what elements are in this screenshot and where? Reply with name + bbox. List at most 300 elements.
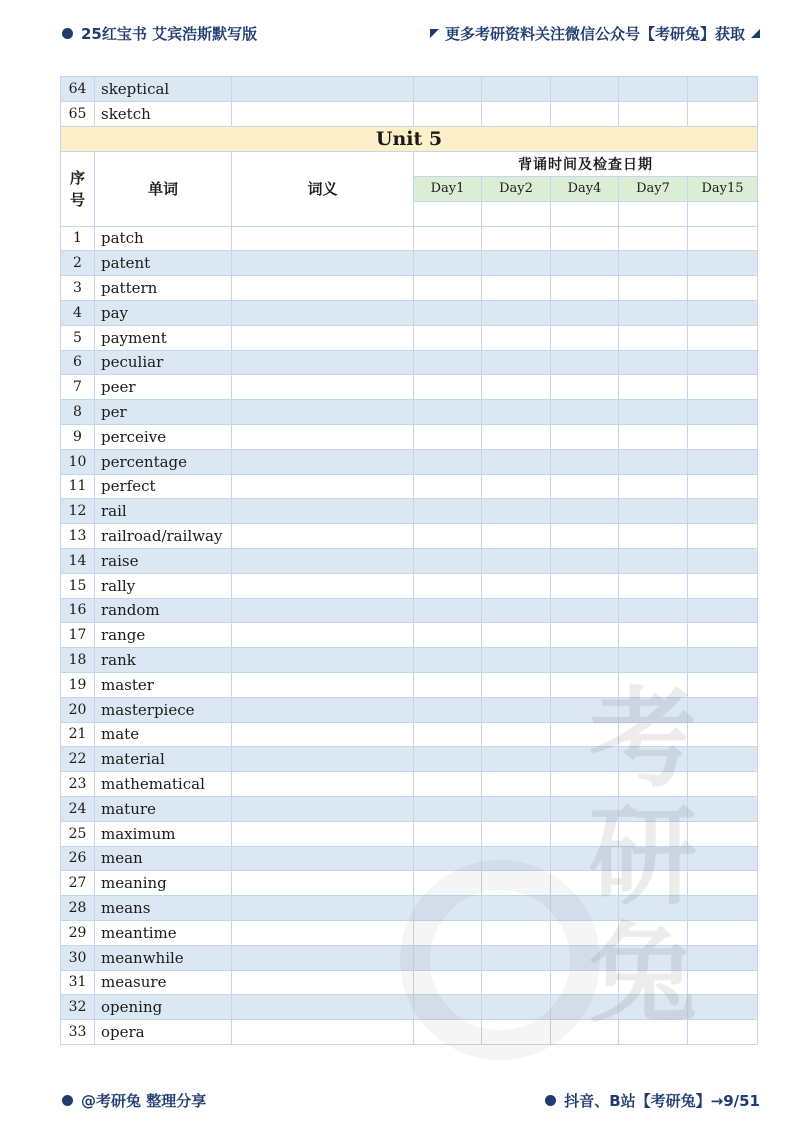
- check-cell[interactable]: [619, 648, 688, 673]
- meaning-cell[interactable]: [232, 1020, 414, 1045]
- check-cell[interactable]: [551, 300, 619, 325]
- check-cell[interactable]: [414, 77, 482, 102]
- check-cell[interactable]: [619, 573, 688, 598]
- check-cell[interactable]: [482, 499, 551, 524]
- vocab-table: [60, 76, 758, 1045]
- meaning-cell[interactable]: [232, 573, 414, 598]
- check-cell[interactable]: [414, 251, 482, 276]
- meaning-cell[interactable]: [232, 995, 414, 1020]
- check-cell[interactable]: [482, 77, 551, 102]
- check-cell[interactable]: [619, 449, 688, 474]
- table-row: [61, 524, 758, 549]
- check-cell[interactable]: [482, 524, 551, 549]
- check-cell[interactable]: [551, 672, 619, 697]
- word-cell: raise: [95, 548, 232, 573]
- check-cell[interactable]: [688, 101, 758, 126]
- check-cell[interactable]: [619, 846, 688, 871]
- row-number: 30: [61, 945, 95, 970]
- check-cell[interactable]: [551, 821, 619, 846]
- check-cell[interactable]: [619, 524, 688, 549]
- check-cell[interactable]: [619, 226, 688, 251]
- day-header-2: Day2: [482, 176, 551, 201]
- check-cell[interactable]: [619, 672, 688, 697]
- word-cell: range: [95, 623, 232, 648]
- meaning-cell[interactable]: [232, 350, 414, 375]
- meaning-cell[interactable]: [232, 300, 414, 325]
- check-cell[interactable]: [688, 945, 758, 970]
- meaning-cell[interactable]: [232, 970, 414, 995]
- table-row: [61, 226, 758, 251]
- check-cell[interactable]: [482, 424, 551, 449]
- meaning-cell[interactable]: [232, 871, 414, 896]
- check-cell[interactable]: [688, 995, 758, 1020]
- meaning-cell[interactable]: [232, 325, 414, 350]
- check-cell[interactable]: [551, 524, 619, 549]
- check-cell[interactable]: [551, 226, 619, 251]
- meaning-cell[interactable]: [232, 722, 414, 747]
- check-cell[interactable]: [619, 697, 688, 722]
- row-number: 22: [61, 747, 95, 772]
- check-cell[interactable]: [619, 722, 688, 747]
- word-cell: material: [95, 747, 232, 772]
- table-row: [61, 101, 758, 126]
- watermark-char: 兔: [588, 912, 697, 1038]
- table-row: [61, 77, 758, 102]
- check-cell[interactable]: [619, 821, 688, 846]
- meaning-cell[interactable]: [232, 474, 414, 499]
- word-cell: per: [95, 400, 232, 425]
- check-cell: [414, 201, 482, 226]
- check-cell[interactable]: [688, 722, 758, 747]
- check-cell[interactable]: [414, 449, 482, 474]
- check-cell[interactable]: [551, 623, 619, 648]
- word-cell: meantime: [95, 920, 232, 945]
- check-cell[interactable]: [688, 350, 758, 375]
- meaning-cell[interactable]: [232, 623, 414, 648]
- check-cell[interactable]: [688, 375, 758, 400]
- row-number: 20: [61, 697, 95, 722]
- meaning-cell[interactable]: [232, 499, 414, 524]
- table-row: [61, 325, 758, 350]
- check-cell[interactable]: [619, 400, 688, 425]
- word-cell: mathematical: [95, 772, 232, 797]
- check-cell[interactable]: [688, 524, 758, 549]
- check-cell[interactable]: [414, 598, 482, 623]
- check-cell[interactable]: [482, 648, 551, 673]
- column-header-row: [61, 151, 758, 176]
- footer-right: [545, 1088, 760, 1112]
- row-number: 32: [61, 995, 95, 1020]
- check-cell[interactable]: [688, 449, 758, 474]
- meaning-cell[interactable]: [232, 77, 414, 102]
- row-number: 13: [61, 524, 95, 549]
- check-cell[interactable]: [414, 350, 482, 375]
- check-cell[interactable]: [619, 747, 688, 772]
- row-number: 29: [61, 920, 95, 945]
- col-header-schedule: 背诵时间及检查日期: [414, 151, 758, 176]
- check-cell[interactable]: [414, 424, 482, 449]
- meaning-cell[interactable]: [232, 276, 414, 301]
- word-cell: master: [95, 672, 232, 697]
- table-row: [61, 573, 758, 598]
- check-cell[interactable]: [551, 499, 619, 524]
- check-cell[interactable]: [414, 548, 482, 573]
- check-cell[interactable]: [551, 548, 619, 573]
- col-number-char-1: 序: [69, 168, 85, 187]
- check-cell[interactable]: [482, 772, 551, 797]
- check-cell[interactable]: [482, 623, 551, 648]
- check-cell[interactable]: [414, 672, 482, 697]
- word-cell: meanwhile: [95, 945, 232, 970]
- table-row: [61, 772, 758, 797]
- check-cell[interactable]: [688, 400, 758, 425]
- meaning-cell[interactable]: [232, 821, 414, 846]
- check-cell[interactable]: [688, 300, 758, 325]
- check-cell[interactable]: [619, 300, 688, 325]
- footer-left: [62, 1088, 206, 1112]
- check-cell[interactable]: [688, 896, 758, 921]
- check-cell[interactable]: [482, 474, 551, 499]
- meaning-cell[interactable]: [232, 796, 414, 821]
- col-header-word: 单词: [95, 151, 232, 226]
- check-cell[interactable]: [619, 598, 688, 623]
- check-cell[interactable]: [414, 821, 482, 846]
- check-cell[interactable]: [619, 548, 688, 573]
- check-cell[interactable]: [688, 598, 758, 623]
- row-number: 5: [61, 325, 95, 350]
- row-number: 16: [61, 598, 95, 623]
- row-number: 19: [61, 672, 95, 697]
- check-cell[interactable]: [619, 995, 688, 1020]
- check-cell[interactable]: [619, 424, 688, 449]
- check-cell[interactable]: [688, 251, 758, 276]
- check-cell[interactable]: [619, 945, 688, 970]
- page-header: [0, 21, 800, 45]
- row-number: 28: [61, 896, 95, 921]
- row-number: 21: [61, 722, 95, 747]
- check-cell[interactable]: [414, 697, 482, 722]
- meaning-cell[interactable]: [232, 548, 414, 573]
- row-number: 27: [61, 871, 95, 896]
- check-cell[interactable]: [414, 772, 482, 797]
- check-cell[interactable]: [482, 375, 551, 400]
- check-cell[interactable]: [551, 101, 619, 126]
- check-cell[interactable]: [414, 276, 482, 301]
- word-cell: patent: [95, 251, 232, 276]
- check-cell[interactable]: [688, 77, 758, 102]
- table-row: [61, 598, 758, 623]
- meaning-cell[interactable]: [232, 846, 414, 871]
- word-cell: rank: [95, 648, 232, 673]
- check-cell[interactable]: [688, 796, 758, 821]
- watermark-char: 考: [588, 676, 697, 802]
- check-cell[interactable]: [551, 276, 619, 301]
- table-row: [61, 623, 758, 648]
- check-cell[interactable]: [414, 400, 482, 425]
- check-cell[interactable]: [551, 350, 619, 375]
- check-cell[interactable]: [482, 226, 551, 251]
- col-header-number: [61, 151, 95, 226]
- check-cell[interactable]: [619, 623, 688, 648]
- word-cell: rail: [95, 499, 232, 524]
- row-number: 17: [61, 623, 95, 648]
- unit-title-row: [61, 126, 758, 151]
- check-cell[interactable]: [551, 722, 619, 747]
- meaning-cell[interactable]: [232, 920, 414, 945]
- check-cell[interactable]: [619, 350, 688, 375]
- check-cell: [482, 201, 551, 226]
- meaning-cell[interactable]: [232, 449, 414, 474]
- check-cell[interactable]: [688, 623, 758, 648]
- check-cell[interactable]: [688, 920, 758, 945]
- meaning-cell[interactable]: [232, 400, 414, 425]
- day-header-1: Day1: [414, 176, 482, 201]
- meaning-cell[interactable]: [232, 772, 414, 797]
- check-cell: [551, 201, 619, 226]
- word-cell: pay: [95, 300, 232, 325]
- unit-header: [61, 126, 758, 226]
- row-number: 11: [61, 474, 95, 499]
- check-cell[interactable]: [688, 672, 758, 697]
- check-cell[interactable]: [688, 276, 758, 301]
- check-cell[interactable]: [688, 1020, 758, 1045]
- check-cell[interactable]: [414, 747, 482, 772]
- check-cell[interactable]: [688, 474, 758, 499]
- word-cell: percentage: [95, 449, 232, 474]
- meaning-cell[interactable]: [232, 524, 414, 549]
- row-number: 64: [61, 77, 95, 102]
- check-cell[interactable]: [619, 772, 688, 797]
- check-cell[interactable]: [551, 846, 619, 871]
- meaning-cell[interactable]: [232, 747, 414, 772]
- check-cell[interactable]: [414, 722, 482, 747]
- check-cell[interactable]: [482, 598, 551, 623]
- check-cell[interactable]: [551, 697, 619, 722]
- check-cell[interactable]: [482, 400, 551, 425]
- check-cell[interactable]: [551, 796, 619, 821]
- meaning-cell[interactable]: [232, 598, 414, 623]
- book-title: 25红宝书 艾宾浩斯默写版: [81, 24, 258, 43]
- table-row: [61, 449, 758, 474]
- footer-page-info: 抖音、B站【考研兔】→9/51: [564, 1091, 760, 1110]
- check-cell[interactable]: [414, 300, 482, 325]
- check-cell[interactable]: [688, 821, 758, 846]
- word-cell: perceive: [95, 424, 232, 449]
- check-cell[interactable]: [688, 772, 758, 797]
- check-cell[interactable]: [551, 375, 619, 400]
- check-cell[interactable]: [414, 474, 482, 499]
- check-cell[interactable]: [482, 251, 551, 276]
- check-cell[interactable]: [619, 970, 688, 995]
- previous-unit-rows: [61, 77, 758, 127]
- row-number: 9: [61, 424, 95, 449]
- check-cell[interactable]: [414, 623, 482, 648]
- check-cell[interactable]: [688, 325, 758, 350]
- check-cell[interactable]: [619, 796, 688, 821]
- check-cell[interactable]: [482, 300, 551, 325]
- check-cell[interactable]: [482, 672, 551, 697]
- check-cell[interactable]: [551, 251, 619, 276]
- check-cell[interactable]: [619, 77, 688, 102]
- check-cell[interactable]: [688, 697, 758, 722]
- check-cell[interactable]: [551, 772, 619, 797]
- check-cell[interactable]: [414, 573, 482, 598]
- check-cell[interactable]: [551, 598, 619, 623]
- check-cell[interactable]: [551, 77, 619, 102]
- check-cell[interactable]: [551, 449, 619, 474]
- word-cell: meaning: [95, 871, 232, 896]
- header-promo: 更多考研资料关注微信公众号【考研兔】获取: [444, 24, 745, 43]
- check-cell[interactable]: [688, 648, 758, 673]
- row-number: 4: [61, 300, 95, 325]
- row-number: 33: [61, 1020, 95, 1045]
- word-cell: measure: [95, 970, 232, 995]
- row-number: 23: [61, 772, 95, 797]
- watermark-logo: [400, 860, 600, 1060]
- row-number: 7: [61, 375, 95, 400]
- check-cell[interactable]: [688, 424, 758, 449]
- check-cell[interactable]: [482, 796, 551, 821]
- table-row: [61, 300, 758, 325]
- word-cell: masterpiece: [95, 697, 232, 722]
- row-number: 24: [61, 796, 95, 821]
- check-cell[interactable]: [688, 970, 758, 995]
- header-left: [62, 21, 257, 45]
- row-number: 2: [61, 251, 95, 276]
- word-cell: pattern: [95, 276, 232, 301]
- check-cell[interactable]: [482, 697, 551, 722]
- check-cell[interactable]: [551, 747, 619, 772]
- check-cell[interactable]: [482, 276, 551, 301]
- check-cell[interactable]: [619, 251, 688, 276]
- table-row: [61, 747, 758, 772]
- check-cell[interactable]: [619, 276, 688, 301]
- word-cell: mature: [95, 796, 232, 821]
- word-cell: random: [95, 598, 232, 623]
- check-cell[interactable]: [551, 400, 619, 425]
- check-cell[interactable]: [482, 449, 551, 474]
- check-cell[interactable]: [619, 375, 688, 400]
- check-cell[interactable]: [482, 573, 551, 598]
- check-cell: [619, 201, 688, 226]
- day-header-15: Day15: [688, 176, 758, 201]
- word-cell: peculiar: [95, 350, 232, 375]
- meaning-cell[interactable]: [232, 672, 414, 697]
- header-right: [430, 21, 760, 45]
- table-row: [61, 251, 758, 276]
- word-cell: mean: [95, 846, 232, 871]
- row-number: 25: [61, 821, 95, 846]
- check-cell[interactable]: [551, 424, 619, 449]
- check-cell[interactable]: [414, 524, 482, 549]
- check-cell[interactable]: [688, 573, 758, 598]
- check-cell[interactable]: [482, 101, 551, 126]
- meaning-cell[interactable]: [232, 945, 414, 970]
- row-number: 12: [61, 499, 95, 524]
- check-cell[interactable]: [482, 722, 551, 747]
- meaning-cell[interactable]: [232, 375, 414, 400]
- meaning-cell[interactable]: [232, 648, 414, 673]
- check-cell[interactable]: [619, 1020, 688, 1045]
- check-cell[interactable]: [414, 796, 482, 821]
- check-cell[interactable]: [551, 325, 619, 350]
- row-number: 14: [61, 548, 95, 573]
- row-number: 3: [61, 276, 95, 301]
- check-cell[interactable]: [482, 548, 551, 573]
- check-cell[interactable]: [482, 325, 551, 350]
- bullet-dot-icon: [545, 1095, 556, 1106]
- check-cell[interactable]: [688, 499, 758, 524]
- check-cell[interactable]: [619, 896, 688, 921]
- table-row: [61, 796, 758, 821]
- row-number: 65: [61, 101, 95, 126]
- word-cell: opera: [95, 1020, 232, 1045]
- check-cell[interactable]: [414, 325, 482, 350]
- table-row: [61, 846, 758, 871]
- check-cell[interactable]: [688, 846, 758, 871]
- word-cell: maximum: [95, 821, 232, 846]
- check-cell[interactable]: [619, 871, 688, 896]
- meaning-cell[interactable]: [232, 896, 414, 921]
- check-cell[interactable]: [551, 474, 619, 499]
- check-cell[interactable]: [482, 821, 551, 846]
- meaning-cell[interactable]: [232, 101, 414, 126]
- check-cell[interactable]: [688, 871, 758, 896]
- check-cell[interactable]: [551, 573, 619, 598]
- unit-title: Unit 5: [61, 126, 758, 151]
- check-cell[interactable]: [482, 350, 551, 375]
- table-row: [61, 821, 758, 846]
- table-row: [61, 474, 758, 499]
- table-row: [61, 548, 758, 573]
- check-cell[interactable]: [619, 101, 688, 126]
- col-number-char-2: 号: [69, 190, 85, 209]
- row-number: 8: [61, 400, 95, 425]
- check-cell[interactable]: [414, 101, 482, 126]
- check-cell[interactable]: [619, 920, 688, 945]
- row-number: 10: [61, 449, 95, 474]
- word-cell: patch: [95, 226, 232, 251]
- check-cell[interactable]: [551, 648, 619, 673]
- footer-credit: @考研兔 整理分享: [81, 1091, 207, 1110]
- row-number: 31: [61, 970, 95, 995]
- check-cell[interactable]: [688, 226, 758, 251]
- check-cell[interactable]: [414, 499, 482, 524]
- word-cell: payment: [95, 325, 232, 350]
- col-header-meaning: 词义: [232, 151, 414, 226]
- check-cell[interactable]: [482, 747, 551, 772]
- check-cell[interactable]: [619, 325, 688, 350]
- check-cell[interactable]: [619, 499, 688, 524]
- table-row: [61, 499, 758, 524]
- table-row: [61, 722, 758, 747]
- check-cell[interactable]: [619, 474, 688, 499]
- check-cell[interactable]: [688, 747, 758, 772]
- check-cell[interactable]: [414, 375, 482, 400]
- meaning-cell[interactable]: [232, 424, 414, 449]
- table-row: [61, 648, 758, 673]
- check-cell[interactable]: [414, 226, 482, 251]
- meaning-cell[interactable]: [232, 697, 414, 722]
- check-cell[interactable]: [688, 548, 758, 573]
- meaning-cell[interactable]: [232, 226, 414, 251]
- meaning-cell[interactable]: [232, 251, 414, 276]
- corner-triangle-icon: [430, 29, 439, 38]
- row-number: 1: [61, 226, 95, 251]
- check-cell[interactable]: [414, 648, 482, 673]
- row-number: 18: [61, 648, 95, 673]
- bullet-dot-icon: [62, 28, 73, 39]
